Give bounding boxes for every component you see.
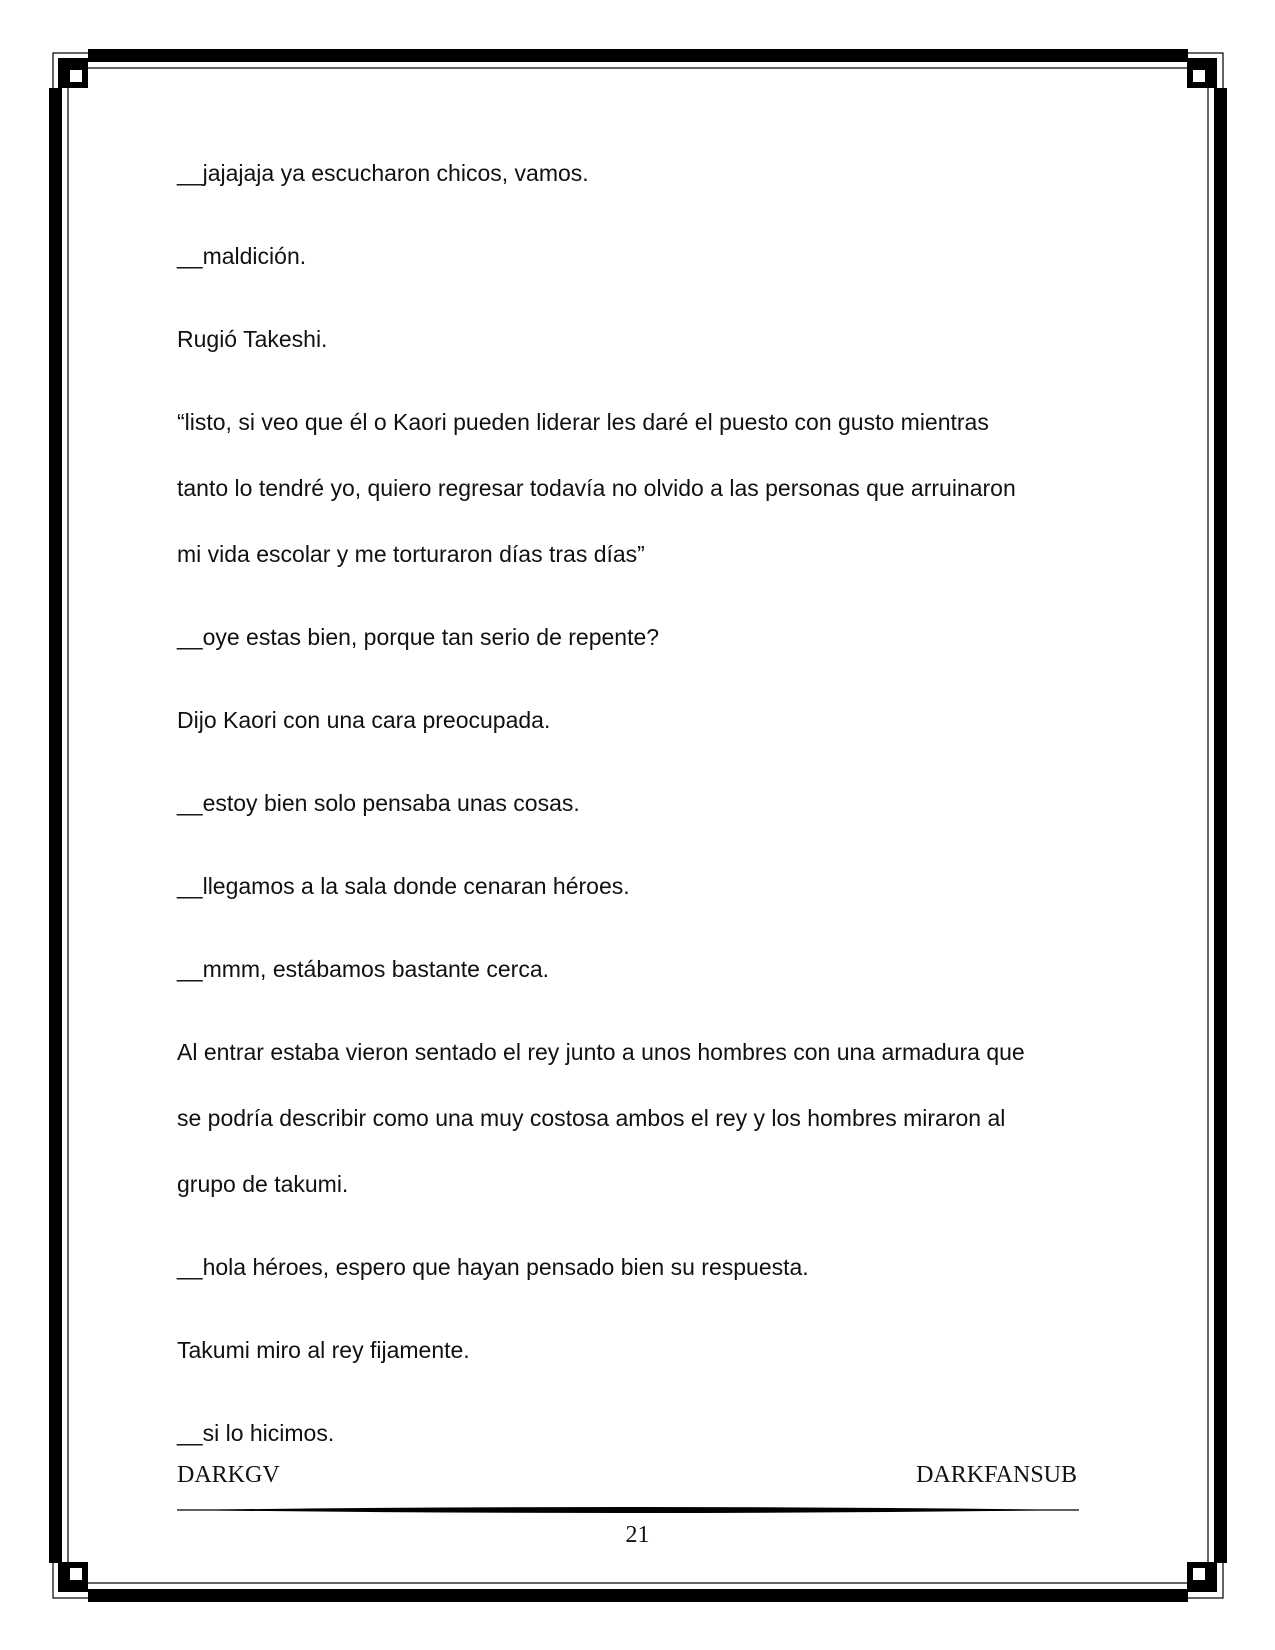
paragraph-line: tanto lo tendré yo, quiero regresar todavía no olvido a las personas que arruinaron <box>177 475 1016 501</box>
paragraph-line: “listo, si veo que él o Kaori pueden liderar les daré el puesto con gusto mientras <box>177 409 989 435</box>
paragraph-line: __maldición. <box>177 243 307 269</box>
paragraph-line: Dijo Kaori con una cara preocupada. <box>177 707 551 733</box>
paragraph-line: __si lo hicimos. <box>177 1420 335 1446</box>
paragraph-line: __estoy bien solo pensaba unas cosas. <box>177 790 580 816</box>
paragraph-line: mi vida escolar y me torturaron días tras días” <box>177 541 645 567</box>
footer-divider <box>177 1505 1079 1515</box>
paragraph-line: __oye estas bien, porque tan serio de repente? <box>177 624 660 650</box>
footer-author: DARKGV <box>177 1462 280 1488</box>
paragraph-line: Al entrar estaba vieron sentado el rey junto a unos hombres con una armadura que <box>177 1039 1025 1065</box>
paragraph-line: se podría describir como una muy costosa ambos el rey y los hombres miraron al <box>177 1105 1006 1131</box>
paragraph-line: __hola héroes, espero que hayan pensado bien su respuesta. <box>177 1254 809 1280</box>
paragraph-line: __jajajaja ya escucharon chicos, vamos. <box>177 160 589 186</box>
paragraph-line: Takumi miro al rey fijamente. <box>177 1337 470 1363</box>
body-text <box>177 140 1097 1466</box>
paragraph-line: __mmm, estábamos bastante cerca. <box>177 956 549 982</box>
paragraph-line: grupo de takumi. <box>177 1171 349 1197</box>
paragraph-line: Rugió Takeshi. <box>177 326 328 352</box>
footer-publisher: DARKFANSUB <box>916 1462 1077 1488</box>
paragraph-line: __llegamos a la sala donde cenaran héroes. <box>177 873 630 899</box>
page-number: 21 <box>625 1522 650 1548</box>
